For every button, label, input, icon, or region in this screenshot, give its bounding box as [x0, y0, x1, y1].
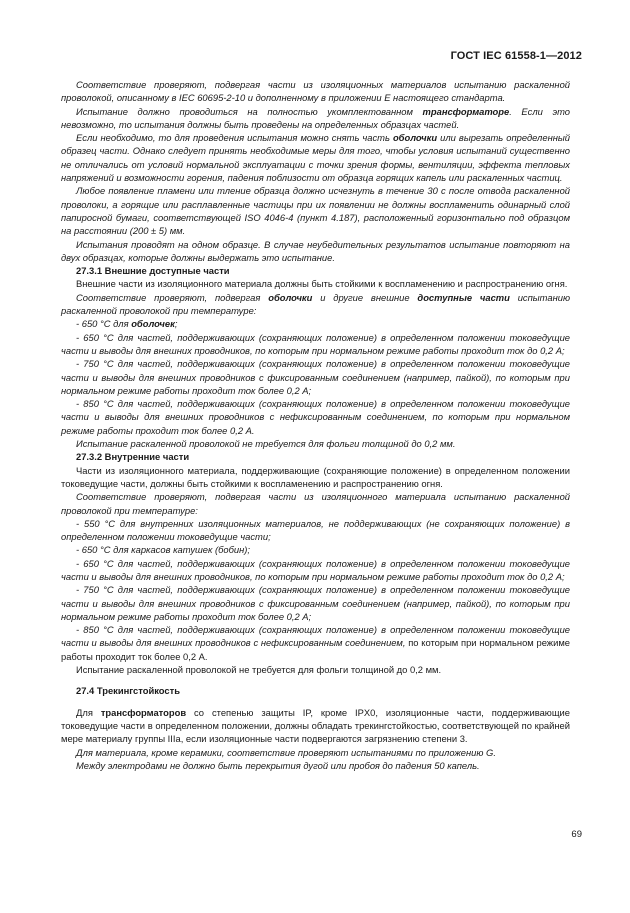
term-bold: оболочек: [131, 318, 175, 330]
text-run: ;: [174, 318, 178, 330]
paragraph: Испытания проводят на одном образце. В случае неубедительных результатов испытание повторяют на двух образцах, которые должны выдержать это испытание.: [61, 238, 570, 263]
paragraph: Испытание раскаленной проволокой не требуется для фольги толщиной до 0,2 мм.: [76, 664, 442, 676]
text-run: по которым при нормальном режиме работы проходит ток более 0,2 А.: [61, 637, 570, 662]
list-item: - 650 °С для частей, поддерживающих (сохраняющих положение) в определенном положении токоведущие части и выводы для внешних проводников, по которым при нормальном режиме работы проходит ток до 0,2 A;: [61, 331, 570, 356]
term-bold: оболочки: [392, 132, 438, 144]
paragraph: [61, 105, 570, 132]
section-heading: 27.3.2 Внутренние части: [76, 451, 190, 463]
text-run: Соответствие проверяют, подвергая: [76, 291, 269, 303]
paragraph: Испытание раскаленной проволокой не требуется для фольги толщиной до 0,2 мм.: [76, 438, 456, 450]
list-item: - 650 °С для каркасов катушек (бобин);: [76, 544, 251, 556]
list-item: - 750 °С для частей, поддерживающих (сохраняющих положение) в определенном положении токоведущие части и выводы для внешних проводников с фиксированным соединением (например, пайкой), по которым при нормальном режиме работы проходит ток более 0,2 A;: [61, 584, 570, 622]
text-run: и другие внешние: [312, 291, 418, 303]
text-run: . Если это невозможно, то испытания должны быть проведены на определенных образцах частей.: [61, 105, 570, 130]
term-bold: доступные части: [417, 291, 510, 303]
paragraph: Части из изоляционного материала, поддерживающие (сохраняющие положение) в определенном положении токоведущие части, должны быть стойкими к воспламенению и распространению огня.: [61, 464, 570, 489]
paragraph: Внешние части из изоляционного материала должны быть стойкими к воспламенению и распространению огня.: [76, 278, 568, 290]
list-item: [61, 623, 570, 663]
text-run: испытанию раскаленной проволокой при температуре:: [61, 291, 570, 317]
list-item: - 650 °С для частей, поддерживающих (сохраняющих положение) в определенном положении токоведущие части и выводы для внешних проводников, по которым при нормальном режиме работы проходит ток до 0,2 A;: [61, 557, 570, 582]
text-run: - 650 °С для: [76, 318, 132, 330]
list-item: - 850 °С для частей, поддерживающих (сохраняющих положение) в определенном положении токоведущие части и выводы для внешних проводников с нефиксированным соединением, по которым при нормальном режиме работы проходит ток более 0,2 A.: [61, 398, 570, 436]
paragraph: Любое появление пламени или тление образца должно исчезнуть в течение 30 с после отвода раскаленной проволоки, а горящие или расплавленные частицы при их появлении не должны воспламенить одинарный слой папиросной бумаги, соответствующей ISO 4046-4 (пункт 4.187), расположенный горизонтально под образцом на расстоянии (200 ± 5) мм.: [61, 185, 570, 237]
term-bold: трансформаторов: [100, 706, 187, 718]
list-item: - 550 °С для внутренних изоляционных материалов, не поддерживающих (не сохраняющих положение) в определенном положении токоведущие части;: [61, 517, 570, 543]
paragraph: Между электродами не должно быть перекрытия дугой или пробоя до падения 50 капель.: [76, 759, 480, 771]
paragraph: [61, 131, 570, 184]
list-item: [61, 317, 570, 330]
text-run: - 850 °С для частей, поддерживающих (сохраняющих положение) в определенном положении токоведущие части и выводы для внешних проводников с нефиксированным соединением,: [61, 624, 570, 649]
text-run: Для: [76, 706, 101, 718]
paragraph: Для материала, кроме керамики, соответствие проверяют испытаниями по приложению G.: [76, 746, 496, 758]
paragraph: Соответствие проверяют, подвергая части из изоляционных материалов испытанию раскаленной проволокой, описанному в IEC 60695-2-10 и дополненному в приложении E настоящего стандарта.: [61, 79, 570, 104]
page-content: [61, 78, 570, 772]
section-heading: 27.3.1 Внешние доступные части: [76, 265, 230, 277]
list-item: - 750 °С для частей, поддерживающих (сохраняющих положение) в определенном положении токоведущие части и выводы для внешних проводников с фиксированным соединением (например, пайкой), по которым при нормальном режиме работы проходит ток более 0,2 A;: [61, 358, 570, 396]
text-run: со степенью защиты IP, кроме IPX0, изоляционные части, поддерживающие токоведущие части в определенном положении, должны обладать трекингстойкостью, соответствующей по крайней мере материалу группы IIIa, если изоляционные части подвергаются загрязнению степени 3.: [61, 706, 570, 745]
text-run: Испытание должно проводиться на полностью укомплектованном: [76, 105, 423, 117]
section-heading: 27.4 Трекингстойкость: [76, 685, 180, 697]
text-run: или вырезать определенный образец части. Однако следует принять необходимые меры для того, чтобы условия испытаний существенно не отличались от условий нормальной эксплуатации с точки зрения формы, вентиляции, эффекта тепловых напряжений и возможности горения, падения поблизости от образца горящих капель или раскаленных частиц.: [61, 132, 570, 184]
term-bold: оболочки: [268, 291, 313, 303]
paragraph: Соответствие проверяют, подвергая части из изоляционного материала испытанию раскаленной проволокой при температуре:: [61, 491, 570, 516]
page-number: 69: [571, 829, 582, 840]
text-run: Если необходимо, то для проведения испытания можно снять часть: [76, 132, 393, 144]
standard-header: ГОСТ IEC 61558-1—2012: [450, 50, 582, 62]
paragraph: [61, 291, 570, 318]
term-bold: трансформаторе: [422, 105, 510, 117]
paragraph: [61, 706, 570, 746]
